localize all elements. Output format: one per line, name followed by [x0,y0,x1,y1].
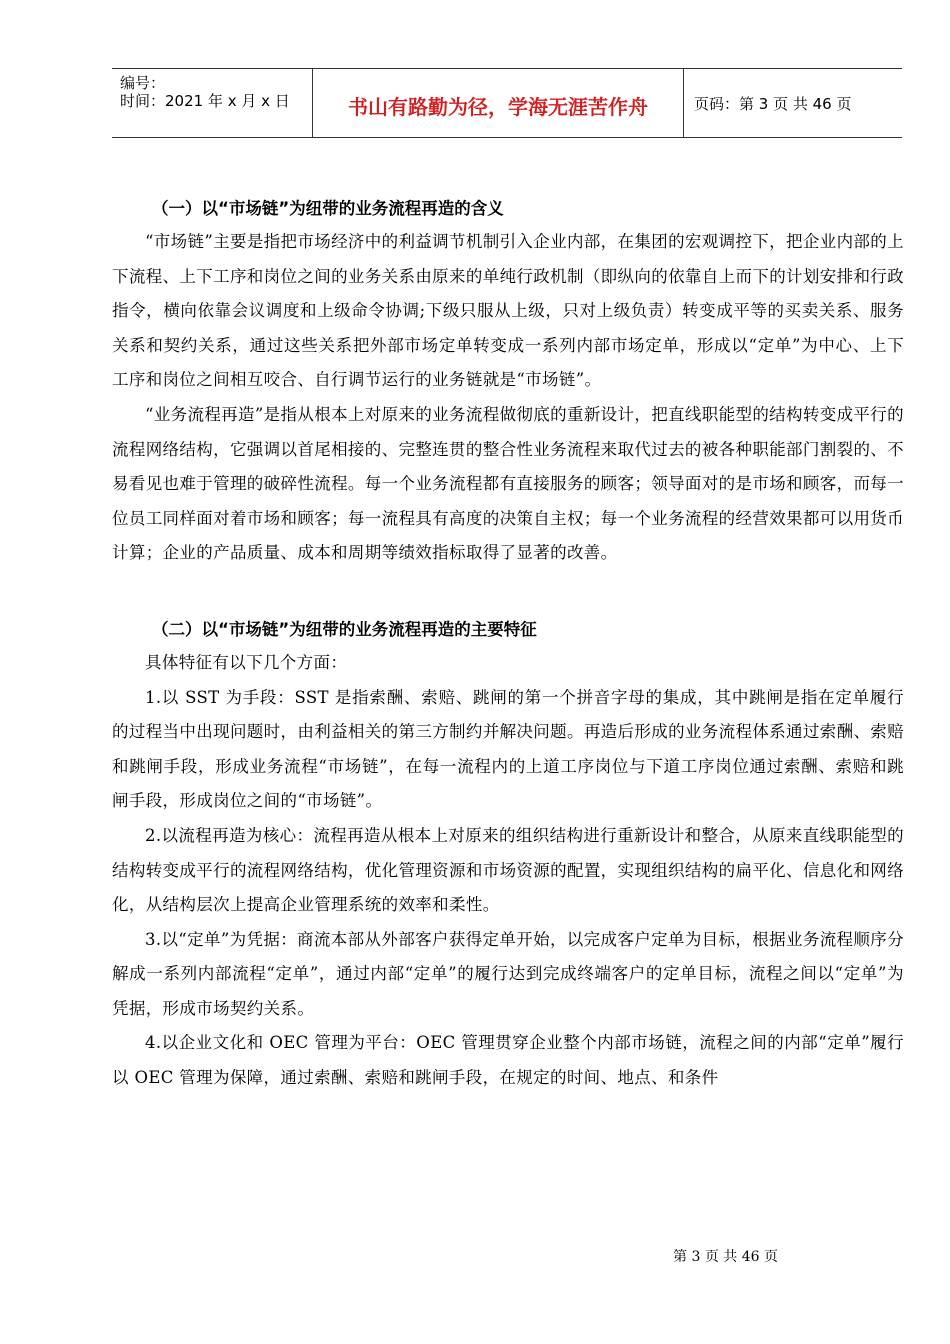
section-1-paragraph-2: “业务流程再造”是指从根本上对原来的业务流程做彻底的重新设计，把直线职能型的结构转变成平行的流程网络结构，它强调以首尾相接的、完整连贯的整合性业务流程来取代过去的被各种职能部门割裂的、不易看见也难于管理的破碎性流程。每一个业务流程都有直接服务的顾客；领导面对的是市场和顾客，而每一位员工同样面对着市场和顾客；每一流程具有高度的决策自主权；每一个业务流程的经营效果都可以用货币计算；企业的产品质量、成本和周期等绩效指标取得了显著的改善。 [112,404,904,563]
document-date: 时间：2021 年 x 月 x 日 [120,92,290,110]
page-footer: 第 3 页 共 46 页 [673,1249,778,1265]
header-page-cell [684,69,902,137]
header-meta-cell [112,69,313,137]
header-motto-cell [313,69,684,137]
document-body [112,192,904,1096]
feature-item-4: 4.以企业文化和 OEC 管理为平台：OEC 管理贯穿企业整个内部市场链，流程之间的内部“定单”履行以 OEC 管理为保障，通过索酬、索赔和跳闸手段，在规定的时间、地点、和条件 [112,1033,904,1088]
document-header [112,68,902,138]
header-motto: 书山有路勤为径，学海无涯苦作舟 [348,95,648,119]
feature-item-2: 2.以流程再造为核心：流程再造从根本上对原来的组织结构进行重新设计和整合，从原来直线职能型的结构转变成平行的流程网络结构，优化管理资源和市场资源的配置，实现组织结构的扁平化、信息化和网络化，从结构层次上提高企业管理系统的效率和柔性。 [112,825,904,915]
header-page-info: 页码：第 3 页 共 46 页 [694,95,852,113]
feature-item-3: 3.以“定单”为凭据：商流本部从外部客户获得定单开始，以完成客户定单为目标，根据业务流程顺序分解成一系列内部流程“定单”，通过内部“定单”的履行达到完成终端客户的定单目标，流程之间以“定单”为凭据，形成市场契约关系。 [112,929,904,1018]
section-2-intro: 具体特征有以下几个方面： [145,652,348,672]
section-heading-1: （一）以“市场链”为纽带的业务流程再造的含义 [152,199,504,218]
section-divider-space [112,571,904,613]
document-number-label: 编号： [120,74,166,92]
feature-item-1: 1.以 SST 为手段：SST 是指索酬、索赔、跳闸的第一个拼音字母的集成，其中跳闸是指在定单履行的过程当中出现问题时，由利益相关的第三方制约并解决问题。再造后形成的业务流程体系通过索酬、索赔和跳闸手段，形成业务流程“市场链”，在每一流程内的上道工序岗位与下道工序岗位通过索酬、索赔和跳闸手段，形成岗位之间的“市场链”。 [112,687,904,811]
section-1-paragraph-1: “市场链”主要是指把市场经济中的利益调节机制引入企业内部，在集团的宏观调控下，把企业内部的上下流程、上下工序和岗位之间的业务关系由原来的单纯行政机制（即纵向的依靠自上而下的计划安排和行政指令，横向依靠会议调度和上级命令协调;下级只服从上级，只对上级负责）转变成平等的买卖关系、服务关系和契约关系，通过这些关系把外部市场定单转变成一系列内部市场定单，形成以“定单”为中心、上下工序和岗位之间相互咬合、自行调节运行的业务链就是“市场链”。 [112,232,904,390]
section-heading-2: （二）以“市场链”为纽带的业务流程再造的主要特征 [152,619,537,639]
